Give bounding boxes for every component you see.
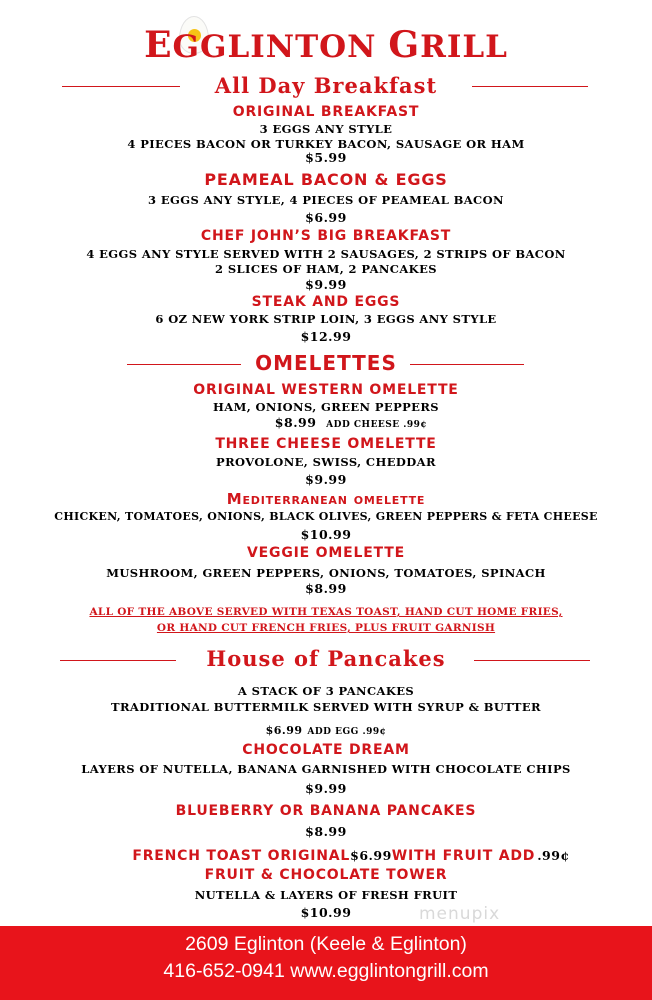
menu-item-price-line — [0, 722, 652, 737]
menu-item-price: $10.99 — [300, 527, 352, 542]
french-toast-line — [25, 845, 652, 864]
menu-item-extra-name: WITH FRUIT ADD — [391, 848, 536, 864]
omelette-note: ALL OF THE ABOVE SERVED WITH TEXAS TOAST, HAND CUT HOME FRIES, — [89, 606, 563, 618]
menu-item-desc: 3 EGGS ANY STYLE, 4 PIECES OF PEAMEAL BACON — [148, 193, 504, 207]
menu-item-desc: A STACK OF 3 PANCAKES — [237, 684, 415, 698]
section-heading-pancakes: House of Pancakes — [206, 646, 446, 671]
menu-item-name: STEAK AND EGGS — [251, 294, 401, 310]
menu-item-name: VEGGIE OMELETTE — [247, 545, 405, 561]
footer-bar — [0, 926, 652, 1000]
menu-item-price: $6.99 — [305, 210, 347, 225]
title-initial: E — [144, 24, 173, 66]
menu-item-price: $8.99 — [305, 581, 347, 596]
menu-item-price: $8.99 — [274, 415, 317, 430]
menu-item-desc: TRADITIONAL BUTTERMILK SERVED WITH SYRUP & BUTTER — [111, 700, 541, 714]
menu-item-desc: 6 OZ NEW YORK STRIP LOIN, 3 EGGS ANY STYLE — [155, 312, 497, 326]
menu-item-name: BLUEBERRY OR BANANA PANCAKES — [175, 803, 477, 819]
menu-item-desc: CHICKEN, TOMATOES, ONIONS, BLACK OLIVES, GREEN PEPPERS & FETA CHEESE — [54, 510, 598, 523]
menu-item-name: FRUIT & CHOCOLATE TOWER — [204, 867, 448, 883]
menu-item-desc: 4 PIECES BACON OR TURKEY BACON, SAUSAGE OR HAM — [127, 137, 525, 151]
menu-item-price: $6.99 — [265, 724, 303, 737]
menu-item-name: Mediterranean omelette — [226, 490, 426, 508]
menu-item-desc: PROVOLONE, SWISS, CHEDDAR — [216, 455, 436, 469]
menu-item-price-line — [25, 415, 652, 430]
section-heading-omelettes: OMELETTES — [255, 351, 397, 375]
menu-item-extra-price: .99¢ — [537, 848, 570, 863]
menu-item-price: $6.99 — [350, 848, 392, 863]
menu-item-price: $5.99 — [305, 150, 347, 165]
title-part-1: GGLINTON — [172, 29, 389, 65]
menu-item-price: $10.99 — [300, 905, 352, 920]
menu-item-price: $9.99 — [305, 781, 347, 796]
omelette-note: OR HAND CUT FRENCH FRIES, PLUS FRUIT GARNISH — [156, 622, 496, 634]
footer-address: 2609 Eglinton (Keele & Eglinton) — [185, 933, 467, 955]
restaurant-title — [0, 24, 652, 66]
menu-item-desc: 2 SLICES OF HAM, 2 PANCAKES — [215, 262, 437, 276]
menu-item-desc: HAM, ONIONS, GREEN PEPPERS — [212, 400, 440, 414]
watermark: menupix — [419, 904, 501, 924]
menu-item-desc: 4 EGGS ANY STYLE SERVED WITH 2 SAUSAGES, 2 STRIPS OF BACON — [86, 247, 566, 261]
menu-item-name: CHEF JOHN’S BIG BREAKFAST — [200, 228, 452, 244]
menu-item-name: PEAMEAL BACON & EGGS — [204, 170, 448, 189]
title-part-2: RILL — [420, 29, 508, 65]
menu-item-desc: NUTELLA & LAYERS OF FRESH FRUIT — [194, 888, 458, 902]
menu-item-name: CHOCOLATE DREAM — [242, 742, 410, 758]
menu-item-desc: LAYERS OF NUTELLA, BANANA GARNISHED WITH CHOCOLATE CHIPS — [81, 762, 571, 776]
menu-item-desc: 3 EGGS ANY STYLE — [259, 122, 393, 136]
menu-item-price: $9.99 — [305, 472, 347, 487]
title-initial-2: G — [388, 24, 421, 66]
menu-item-name: THREE CHEESE OMELETTE — [215, 436, 437, 452]
menu-item-name: FRENCH TOAST ORIGINAL — [132, 848, 351, 864]
footer-contact[interactable]: 416-652-0941 www.egglintongrill.com — [163, 960, 489, 982]
menu-item-price: $8.99 — [305, 824, 347, 839]
menu-item-price: $9.99 — [305, 277, 347, 292]
menu-item-extra: ADD EGG .99¢ — [307, 727, 387, 737]
menu-item-name: ORIGINAL BREAKFAST — [232, 104, 420, 120]
menu-item-desc: MUSHROOM, GREEN PEPPERS, ONIONS, TOMATOES, SPINACH — [106, 566, 546, 580]
menu-item-name: ORIGINAL WESTERN OMELETTE — [193, 382, 459, 398]
menu-item-price: $12.99 — [300, 329, 352, 344]
menu-item-extra: ADD CHEESE .99¢ — [326, 420, 428, 430]
section-heading-breakfast: All Day Breakfast — [214, 73, 438, 98]
